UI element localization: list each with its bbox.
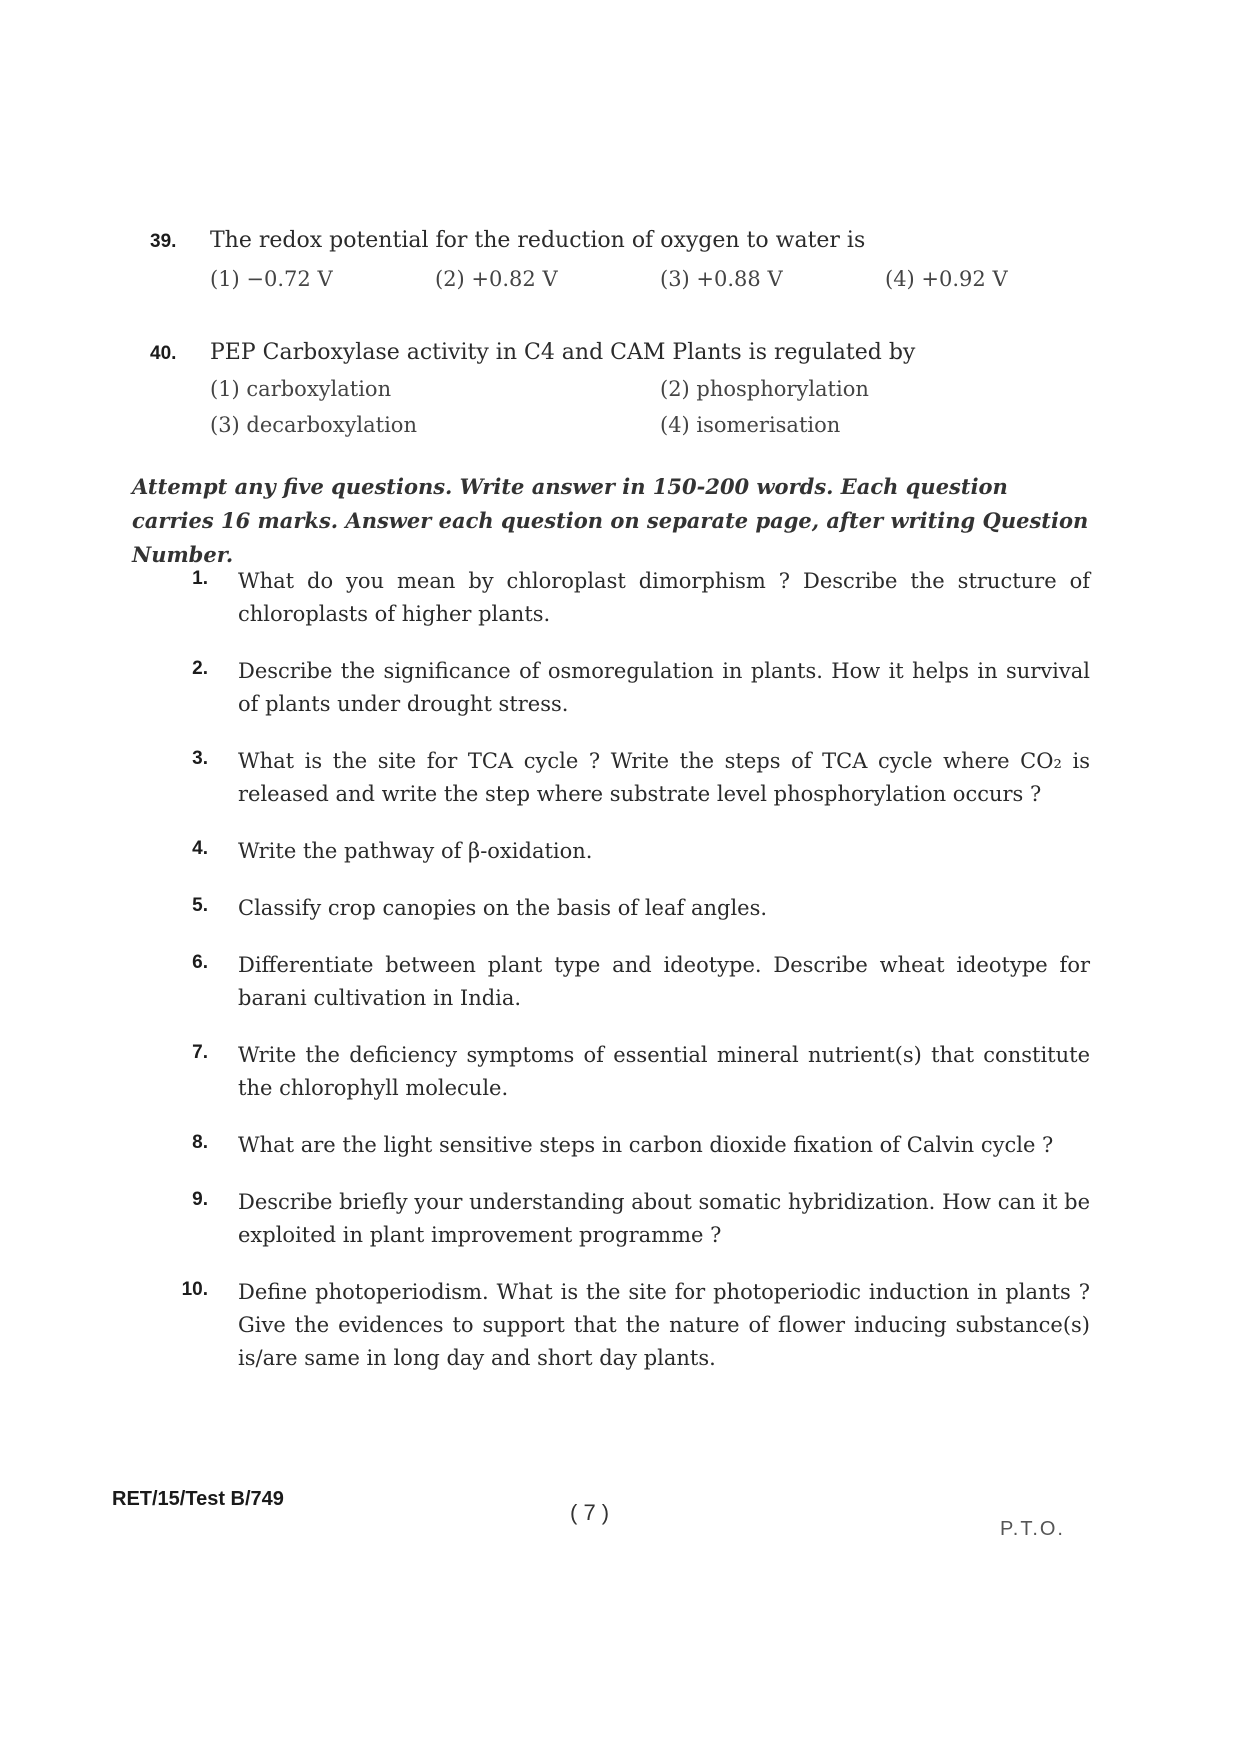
please-turn-over: P.T.O. (1000, 1518, 1065, 1540)
section-instructions: Attempt any five questions. Write answer in 150-200 words. Each question carries 16 marks. Answer each question on separate page, after writing Question Number. (132, 474, 1089, 567)
question-number: 1. (192, 568, 208, 589)
list-item (150, 1186, 1090, 1252)
mcq-question-40 (150, 340, 1090, 437)
list-item (150, 1039, 1090, 1105)
question-text: Define photoperiodism. What is the site for photoperiodic induction in plants ? Give the evidences to support that the nature of flower inducing substance(s) is/are same in long day and short day plants. (238, 1280, 1090, 1370)
question-text: What do you mean by chloroplast dimorphism ? Describe the structure of chloroplasts of higher plants. (238, 569, 1090, 626)
mcq-question-39 (150, 228, 1090, 299)
options-grid (210, 377, 1090, 437)
question-text: What are the light sensitive steps in carbon dioxide fixation of Calvin cycle ? (238, 1133, 1054, 1157)
question-text: Write the pathway of β-oxidation. (238, 839, 593, 863)
option-3: (3) decarboxylation (210, 413, 417, 437)
question-number: 3. (192, 748, 208, 769)
question-text: Describe the significance of osmoregulation in plants. How it helps in survival of plants under drought stress. (238, 659, 1090, 716)
list-item (150, 745, 1090, 811)
list-item (150, 892, 1090, 925)
question-number: 8. (192, 1132, 208, 1153)
option-1: (1) −0.72 V (210, 267, 333, 291)
list-item (150, 1276, 1090, 1375)
question-number: 9. (192, 1189, 208, 1210)
question-number: 6. (192, 952, 208, 973)
list-item (150, 565, 1090, 631)
option-1: (1) carboxylation (210, 377, 392, 401)
question-number: 39. (150, 231, 177, 252)
question-text: PEP Carboxylase activity in C4 and CAM Plants is regulated by (210, 340, 916, 365)
list-item (150, 655, 1090, 721)
option-4: (4) isomerisation (660, 413, 841, 437)
list-item (150, 949, 1090, 1015)
list-item (150, 835, 1090, 868)
option-2: (2) phosphorylation (660, 377, 869, 401)
page-number: ( 7 ) (570, 1500, 610, 1525)
question-text: Describe briefly your understanding about somatic hybridization. How can it be exploited in plant improvement programme ? (238, 1190, 1090, 1247)
list-item (150, 1129, 1090, 1162)
long-question-list (150, 565, 1090, 1399)
question-text: The redox potential for the reduction of oxygen to water is (210, 228, 866, 253)
options-row (150, 267, 1090, 299)
question-number: 4. (192, 838, 208, 859)
question-text: Classify crop canopies on the basis of leaf angles. (238, 896, 768, 920)
question-number: 40. (150, 343, 177, 364)
question-number: 10. (181, 1279, 208, 1300)
option-4: (4) +0.92 V (885, 267, 1008, 291)
question-text: What is the site for TCA cycle ? Write the steps of TCA cycle where CO₂ is released and write the step where substrate level phosphorylation occurs ? (238, 749, 1090, 806)
option-2: (2) +0.82 V (435, 267, 558, 291)
question-number: 5. (192, 895, 208, 916)
option-3: (3) +0.88 V (660, 267, 783, 291)
question-number: 2. (192, 658, 208, 679)
paper-code: RET/15/Test B/749 (112, 1488, 284, 1510)
question-text: Write the deficiency symptoms of essential mineral nutrient(s) that constitute the chlorophyll molecule. (238, 1043, 1090, 1100)
question-text: Differentiate between plant type and ideotype. Describe wheat ideotype for barani cultivation in India. (238, 953, 1090, 1010)
question-number: 7. (192, 1042, 208, 1063)
